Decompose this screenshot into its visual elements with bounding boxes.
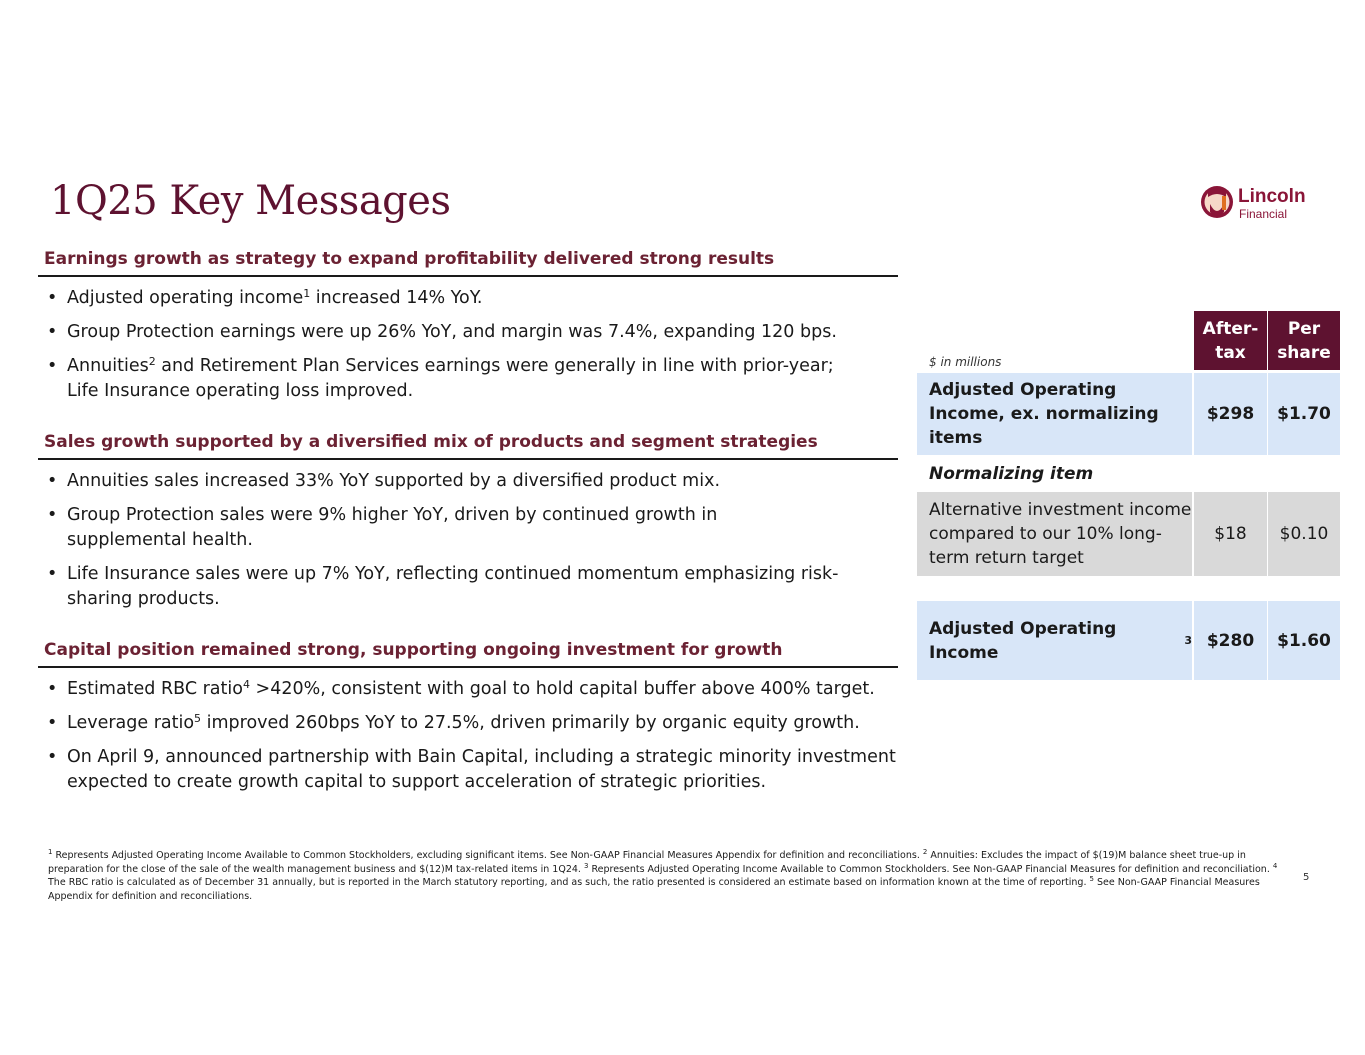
table-row [917, 455, 1340, 492]
section-heading: Capital position remained strong, supporting ongoing investment for growth [38, 640, 898, 668]
list-item: • Life Insurance sales were up 7% YoY, reflecting continued momentum emphasizing risk-sharing products. [47, 564, 839, 609]
section-heading: Sales growth supported by a diversified mix of products and segment strategies [38, 432, 898, 460]
section-capital [38, 640, 898, 795]
table-header-row [917, 311, 1340, 370]
row-pershare: $0.10 [1268, 492, 1340, 576]
col-header-aftertax: After-tax [1194, 311, 1267, 370]
page-number: 5 [1303, 872, 1310, 883]
row-aftertax: $18 [1194, 492, 1267, 576]
row-aftertax: $298 [1194, 373, 1267, 455]
lincoln-portrait-icon [1200, 182, 1234, 222]
row-pershare: $1.60 [1268, 601, 1340, 680]
list-item: • Leverage ratio$^5$ improved 260bps YoY to 27.5%, driven primarily by organic equity growth. [47, 712, 860, 733]
lincoln-financial-logo [1200, 182, 1320, 226]
section-sales [38, 432, 898, 612]
list-item: • Group Protection earnings were up 26% YoY, and margin was 7.4%, expanding 120 bps. [47, 322, 837, 342]
col-header-pershare: Per share [1268, 311, 1340, 370]
earnings-table [917, 311, 1340, 680]
footnotes: $^1$ Represents Adjusted Operating Income Available to Common Stockholders, excluding significant items. See Non-GAAP Financial Measures Appendix for definition and reconciliations. $^2$ Annuities: Excludes the impact of $(19)M balance sheet true-up in preparation for the close of the sale of the wealth management business and $(12)M tax-related items in 1Q24. $^3$ Represents Adjusted Operating Income Available to Common Stockholders. See Non-GAAP Financial Measures for definition and reconciliation. $^4$ The RBC ratio is calculated as of December 31 annually, but is reported in the March statutory reporting, and as such, the ratio presented is considered an estimate based on information known at the time of reporting. $^5$ See Non-GAAP Financial Measures Appendix for definition and reconciliations. [48, 848, 1278, 902]
section-heading: Earnings growth as strategy to expand profitability delivered strong results [38, 249, 898, 277]
row-aftertax: $280 [1194, 601, 1267, 680]
list-item: • Annuities$^2$ and Retirement Plan Services earnings were generally in line with prior-year; Life Insurance operating loss improved. [47, 355, 834, 401]
table-row [917, 601, 1340, 680]
row-label: Adjusted Operating Income, ex. normalizing items [917, 373, 1192, 455]
table-row [917, 492, 1340, 576]
list-item: • Group Protection sales were 9% higher YoY, driven by continued growth in supplemental health. [47, 505, 718, 550]
page-title: 1Q25 Key Messages [50, 178, 451, 224]
table-row [917, 373, 1340, 455]
logo-wordmark: Lincoln [1238, 186, 1306, 207]
list-item: • Estimated RBC ratio$^4$ >420%, consistent with goal to hold capital buffer above 400% target. [47, 678, 875, 699]
row-label: Alternative investment income compared to our 10% long-term return target [917, 492, 1192, 576]
units-label: $ in millions [929, 355, 1002, 369]
row-pershare: $1.70 [1268, 373, 1340, 455]
list-item: • On April 9, announced partnership with Bain Capital, including a strategic minority investment expected to create growth capital to support acceleration of strategic priorities. [47, 747, 896, 792]
section-earnings [38, 249, 898, 404]
list-item: • Annuities sales increased 33% YoY supported by a diversified product mix. [47, 471, 721, 491]
normalizing-label: Normalizing item [929, 463, 1094, 484]
row-label: Adjusted Operating Income 3 [917, 601, 1192, 680]
logo-subtext: Financial [1239, 207, 1288, 221]
list-item: • Adjusted operating income$^1$ increased 14% YoY. [47, 287, 483, 308]
